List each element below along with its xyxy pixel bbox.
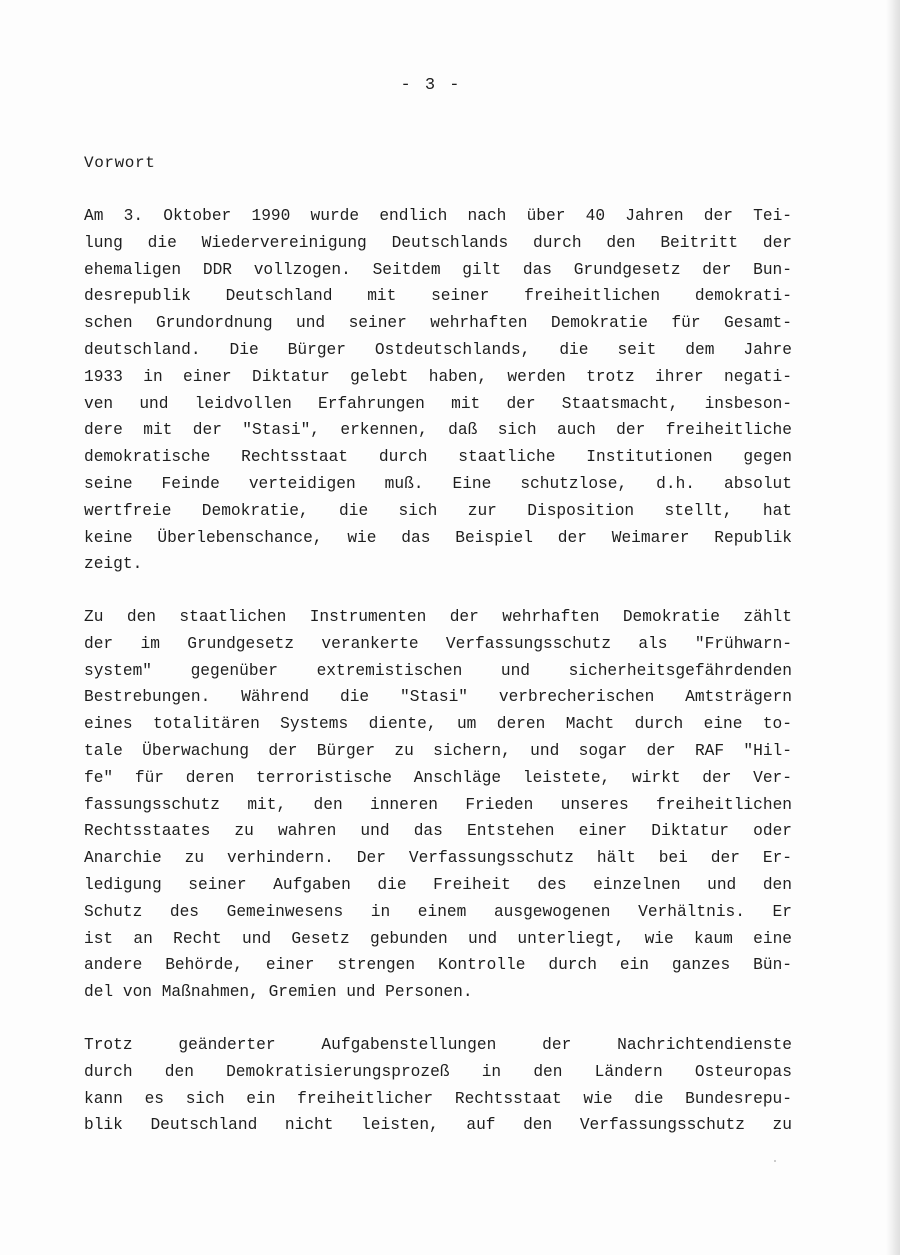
paragraph-1 [84, 203, 792, 578]
paragraph-3 [84, 1032, 792, 1139]
text-line: Anarchie zu verhindern. Der Verfassungsschutz hält bei der Er- [84, 849, 792, 868]
text-line: seine Feinde verteidigen muß. Eine schutzlose, d.h. absolut [84, 474, 792, 493]
text-line: dere mit der "Stasi", erkennen, daß sich auch der freiheitliche [84, 421, 792, 440]
text-line: fe" für deren terroristische Anschläge leistete, wirkt der Ver- [84, 768, 792, 787]
text-line: keine Überlebenschance, wie das Beispiel der Weimarer Republik [84, 528, 792, 547]
text-line: Schutz des Gemeinwesens in einem ausgewogenen Verhältnis. Er [84, 902, 792, 921]
text-line: ist an Recht und Gesetz gebunden und unterliegt, wie kaum eine [84, 929, 792, 948]
text-line: wertfreie Demokratie, die sich zur Disposition stellt, hat [84, 501, 792, 520]
text-line: eines totalitären Systems diente, um deren Macht durch eine to- [84, 715, 792, 734]
text-line: durch den Demokratisierungsprozeß in den Ländern Osteuropas [84, 1062, 792, 1081]
scan-speck [774, 1160, 776, 1162]
text-line: schen Grundordnung und seiner wehrhaften Demokratie für Gesamt- [84, 314, 792, 333]
text-line: zeigt. [84, 555, 143, 574]
text-line: del von Maßnahmen, Gremien und Personen. [84, 983, 473, 1002]
text-line: andere Behörde, einer strengen Kontrolle durch ein ganzes Bün- [84, 956, 792, 975]
text-line: Zu den staatlichen Instrumenten der wehrhaften Demokratie zählt [84, 608, 792, 626]
text-line: ledigung seiner Aufgaben die Freiheit des einzelnen und den [84, 875, 792, 894]
text-line: deutschland. Die Bürger Ostdeutschlands, die seit dem Jahre [84, 340, 792, 359]
text-line: fassungsschutz mit, den inneren Frieden unseres freiheitlichen [84, 795, 792, 814]
text-line: system" gegenüber extremistischen und sicherheitsgefährdenden [84, 661, 792, 680]
text-line: demokratische Rechtsstaat durch staatliche Institutionen gegen [84, 448, 792, 467]
paragraph-2 [84, 604, 792, 1006]
text-line: 1933 in einer Diktatur gelebt haben, werden trotz ihrer negati- [84, 367, 792, 386]
text-line: ehemaligen DDR vollzogen. Seitdem gilt das Grundgesetz der Bun- [84, 260, 792, 279]
text-line: Bestrebungen. Während die "Stasi" verbrecherischen Amtsträgern [84, 688, 792, 707]
text-line: lung die Wiedervereinigung Deutschlands durch den Beitritt der [84, 233, 792, 252]
text-line: blik Deutschland nicht leisten, auf den Verfassungsschutz zu [84, 1116, 792, 1135]
text-line: tale Überwachung der Bürger zu sichern, und sogar der RAF "Hil- [84, 741, 792, 760]
text-line: der im Grundgesetz verankerte Verfassungsschutz als "Frühwarn- [84, 634, 792, 653]
page-number: - 3 - [400, 76, 462, 95]
section-heading: Vorwort [84, 154, 156, 172]
text-line: ven und leidvollen Erfahrungen mit der Staatsmacht, insbeson- [84, 394, 792, 413]
text-line: desrepublik Deutschland mit seiner freiheitlichen demokrati- [84, 287, 792, 306]
page-edge-shadow [886, 0, 900, 1255]
text-line: kann es sich ein freiheitlicher Rechtsstaat wie die Bundesrepu- [84, 1089, 792, 1108]
text-line: Am 3. Oktober 1990 wurde endlich nach über 40 Jahren der Tei- [84, 207, 792, 225]
text-line: Rechtsstaates zu wahren und das Entstehen einer Diktatur oder [84, 822, 792, 841]
text-line: Trotz geänderter Aufgabenstellungen der Nachrichtendienste [84, 1036, 792, 1054]
